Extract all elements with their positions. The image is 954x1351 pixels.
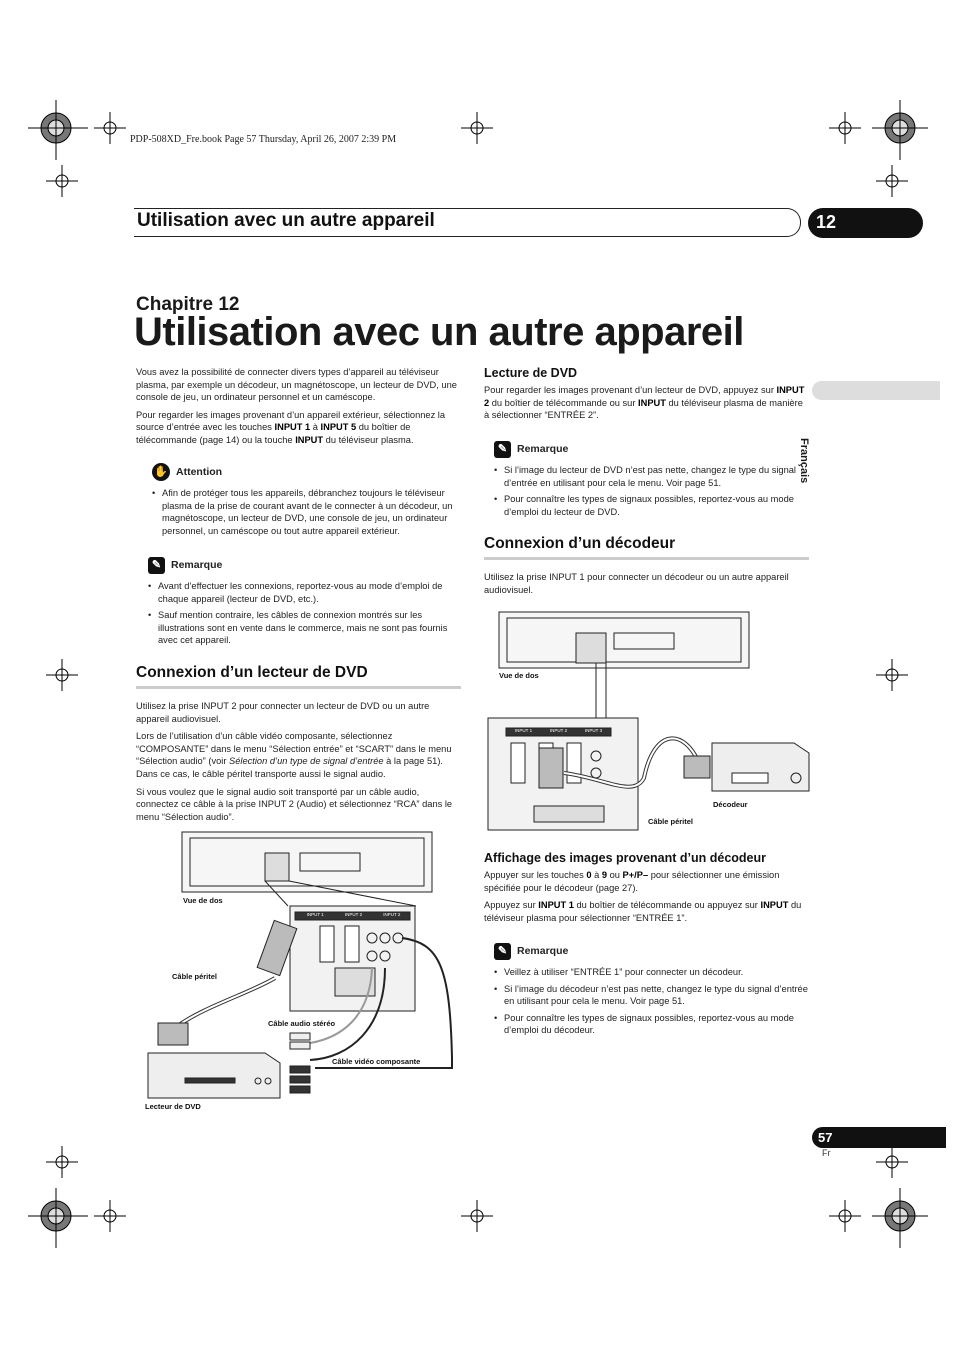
note-heading: ✎ Remarque	[494, 441, 809, 458]
decoder-body	[484, 571, 809, 601]
header-title: Utilisation avec un autre appareil	[137, 210, 435, 231]
scart-cable-label: Câble péritel	[172, 972, 218, 981]
note-box-decoder	[494, 943, 809, 1041]
dvd-body	[136, 700, 461, 828]
decoder-display-paragraph-2: Appuyez sur INPUT 1 du boîtier de télécommande ou appuyez sur INPUT du téléviseur plasma pour sélectionner “ENTRÉE 1”.	[484, 900, 802, 923]
note-box-dvd	[494, 441, 809, 522]
dvd-section-title: Connexion d’un lecteur de DVD	[136, 664, 368, 681]
input-panel-labels: INPUT 1 INPUT 2 INPUT 2	[306, 912, 401, 917]
dvd-connection-diagram	[140, 828, 465, 1118]
decoder-label: Décodeur	[713, 800, 748, 809]
page-number-badge: 57	[812, 1127, 946, 1148]
section-rule	[136, 686, 461, 689]
note-item: • Si l’image du lecteur de DVD n’est pas nette, changez le type du signal d’entrée en utilisant pour cela le menu. Voir page 51.	[494, 464, 809, 489]
note-heading: ✎ Remarque	[148, 557, 462, 574]
dvd-play-title: Lecture de DVD	[484, 366, 578, 380]
note-item: • Veillez à utiliser “ENTRÉE 1” pour connecter un décodeur.	[494, 966, 809, 979]
decoder-section-title: Connexion d’un décodeur	[484, 535, 676, 552]
language-label: Français	[798, 438, 810, 484]
decoder-connection-diagram	[484, 608, 814, 833]
scart-cable-label: Câble péritel	[648, 817, 694, 826]
pencil-icon: ✎	[494, 943, 511, 960]
intro-paragraph-2: Pour regarder les images provenant d’un appareil extérieur, sélectionnez la source d’entrée avec les touches INPUT 1 à INPUT 5 du boîtier de télécommande (page 14) ou la touche INPUT du téléviseur plasma.	[136, 409, 446, 445]
note-item: • Pour connaître les types de signaux possibles, reportez-vous au mode d’emploi du décodeur.	[494, 1012, 809, 1037]
chapter-label: Chapitre 12	[136, 294, 240, 315]
rear-view-label: Vue de dos	[183, 896, 223, 905]
left-column	[136, 366, 461, 452]
decoder-paragraph-1: Utilisez la prise INPUT 1 pour connecter un décodeur ou un autre appareil audiovisuel.	[484, 572, 789, 595]
attention-box	[152, 463, 462, 541]
decoder-display-paragraph-1: Appuyer sur les touches 0 à 9 ou P+/P– pour sélectionner une émission spécifiée pour le décodeur (page 27).	[484, 870, 780, 893]
print-info: PDP-508XD_Fre.book Page 57 Thursday, April 26, 2007 2:39 PM	[130, 134, 397, 145]
section-rule	[484, 557, 809, 560]
pencil-icon: ✎	[148, 557, 165, 574]
attention-item: • Afin de protéger tous les appareils, débranchez toujours le téléviseur plasma de la prise de courant avant de le connecter à un décodeur, un magnétoscope, un lecteur de DVD, une console de jeu, un ordinateur personnel, un caméscope ou tout autre appareil extérieur.	[152, 487, 462, 537]
dvd-play-body	[484, 384, 809, 427]
page-title: Utilisation avec un autre appareil	[134, 310, 744, 354]
attention-hand-icon: ✋	[152, 463, 170, 481]
dvd-paragraph-1: Utilisez la prise INPUT 2 pour connecter un lecteur de DVD ou un autre appareil audiovisuel.	[136, 701, 430, 724]
dvd-player-label: Lecteur de DVD	[145, 1102, 201, 1111]
note-item: • Pour connaître les types de signaux possibles, reportez-vous au mode d’emploi du lecteur de DVD.	[494, 493, 809, 518]
pencil-icon: ✎	[494, 441, 511, 458]
component-cable-label: Câble vidéo composante	[332, 1057, 421, 1066]
note-item: • Avant d’effectuer les connexions, reportez-vous au mode d’emploi de chaque appareil (lecteur de DVD, etc.).	[148, 580, 462, 605]
dvd-paragraph-2: Lors de l’utilisation d’un câble vidéo composante, sélectionnez “COMPOSANTE” dans le menu “Sélection entrée” et “SCART” dans le menu “Sélection audio” (voir Sélection d’un type de signal d’entrée à la page 51). Dans ce cas, le câble péritel transporte aussi le signal audio.	[136, 731, 452, 779]
dvd-paragraph-3: Si vous voulez que le signal audio soit transporté par un câble audio, connectez ce câble à la prise INPUT 2 (Audio) et sélectionnez “RCA” dans le menu “Sélection audio”.	[136, 786, 453, 822]
note-box-left	[148, 557, 462, 651]
chapter-number-badge: 12	[808, 208, 923, 238]
decoder-diagram-svg	[484, 608, 814, 833]
note-item: • Si l’image du décodeur n’est pas nette, changez le type du signal d’entrée en utilisant pour cela le menu. Voir page 51.	[494, 983, 809, 1008]
note-item: • Sauf mention contraire, les câbles de connexion montrés sur les illustrations sont en vente dans le commerce, mais ne sont pas fournis avec cet appareil.	[148, 609, 462, 647]
dvd-play-paragraph: Pour regarder les images provenant d’un lecteur de DVD, appuyez sur INPUT 2 du boîtier de télécommande ou sur INPUT du téléviseur plasma de manière à sélectionner “ENTRÉE 2”.	[484, 385, 805, 421]
decoder-display-body	[484, 869, 809, 929]
decoder-display-title: Affichage des images provenant d’un décodeur	[484, 851, 767, 865]
note-heading: ✎ Remarque	[494, 943, 809, 960]
input-panel-labels: INPUT 1 INPUT 2 INPUT 3	[514, 728, 603, 733]
language-tab	[812, 381, 940, 400]
intro-paragraph-1: Vous avez la possibilité de connecter divers types d’appareil au téléviseur plasma, par exemple un décodeur, un magnétoscope, un lecteur de DVD, une console de jeu, un ordinateur personnel et un caméscope.	[136, 367, 457, 403]
attention-heading: ✋ Attention	[152, 463, 462, 481]
audio-cable-label: Câble audio stéréo	[268, 1019, 336, 1028]
rear-view-label: Vue de dos	[499, 671, 539, 680]
language-code: Fr	[822, 1148, 831, 1158]
